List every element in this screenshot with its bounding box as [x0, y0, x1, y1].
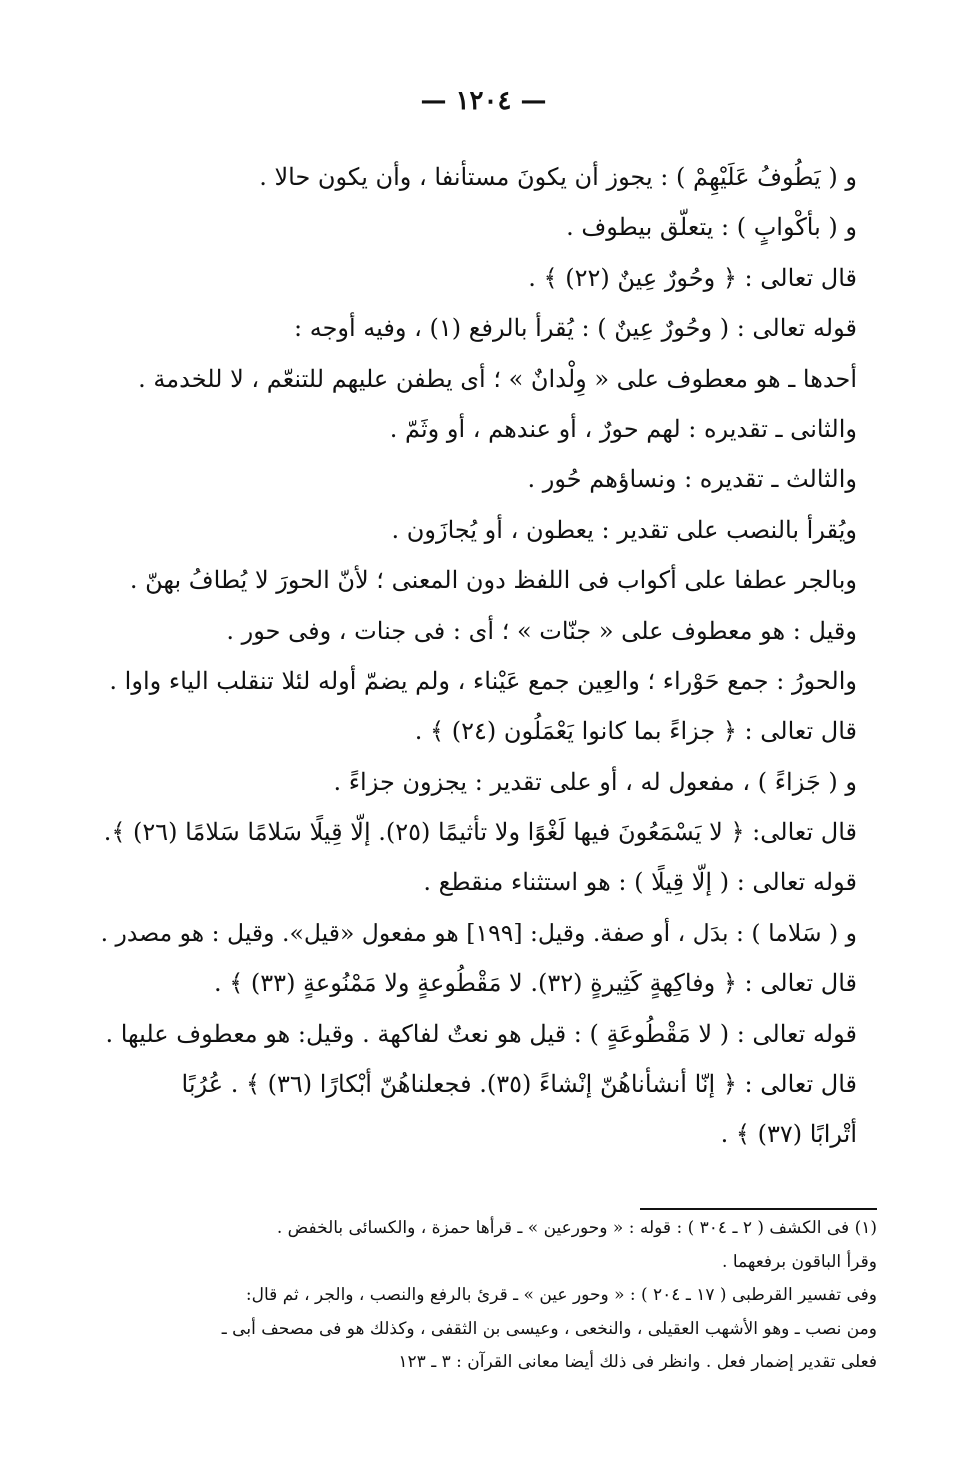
main-text [92, 152, 857, 1160]
text-line: قوله تعالى : ( إلّا قِيلًا ) : هو استثناء منقطع . [423, 868, 857, 897]
text-line: وبالجر عطفا على أكواب فى اللفظ دون المعنى ؛ لأنّ الحورَ لا يُطافُ بهنّ . [129, 566, 857, 595]
page-number: — ١٢٠٤ — [420, 86, 547, 116]
text-line: قال تعالى : ﴿ وحُورٌ عِينٌ (٢٢) ﴾ . [528, 263, 857, 292]
text-line: أتْرابًا (٣٧) ﴾ . [720, 1120, 857, 1149]
text-line: والثالث ـ تقديره : ونساؤهم حُور . [527, 465, 857, 494]
footnote-line: وقرأ الباقون برفعهما . [722, 1251, 877, 1272]
text-line: و ( بأكْوابٍ ) : يتعلّق بيطوف . [566, 213, 857, 242]
text-line: قال تعالى : ﴿ جزاءً بما كانوا يَعْمَلُون (٢٤) ﴾ . [414, 717, 857, 746]
text-line: وقيل : هو معطوف على « جنّات » ؛ أى : فى جنات ، وفى حور . [226, 616, 857, 645]
text-line: ويُقرأ بالنصب على تقدير : يعطون ، أو يُجازَون . [391, 515, 857, 544]
footnote-line: وفى تفسير القرطبى ( ١٧ ـ ٢٠٤ ) : « وحور عين » ـ قرئ بالرفع والنصب ، والجر ، ثم قال: [245, 1285, 877, 1305]
footnote-divider [640, 1208, 877, 1210]
text-line: قال تعالى : ﴿ إنّا أنشأناهُنّ إنْشاءً (٣٥). فجعلناهُنّ أبْكارًا (٣٦) ﴾ . عُرُبًا [181, 1070, 857, 1099]
footnote-line: فعلى تقدير إضمار فعل . وانظر فى ذلك أيضا معانى القرآن : ٣ ـ ١٢٣ [398, 1352, 877, 1372]
text-line: قال تعالى : ﴿ وفاكِهةٍ كَثِيرةٍ (٣٢). لا مَقْطُوعةٍ ولا مَمْنُوعةٍ (٣٣) ﴾ . [213, 969, 857, 998]
text-line: قوله تعالى : ( وحُورٌ عِينٌ ) : يُقرأ بالرفع (١) ، وفيه أوجه : [294, 314, 857, 343]
text-line: و ( سَلاما ) : بدَل ، أو صفة. وقيل: [١٩٩] هو مفعول «قيل». وقيل : هو مصدر . [100, 918, 857, 947]
footnote-line: ومن نصب ـ وهو الأشهب العقيلى ، والنخعى ، وعيسى بن الثقفى ، وكذلك هو فى مصحف أبى ـ [221, 1318, 877, 1339]
footnotes [92, 1212, 877, 1380]
text-line: و ( جَزاءً ) ، مفعول له ، أو على تقدير : يجزون جزاءً . [333, 767, 857, 796]
text-line: والحورُ : جمع حَوْراء ؛ والعِين جمع عَيْناء ، ولم يضمّ أوله لئلا تنقلب الياء واوا . [109, 666, 857, 695]
text-line: و ( يَطُوفُ عَلَيْهِمْ ) : يجوز أن يكونَ مستأنفا ، وأن يكون حالا . [259, 163, 857, 191]
text-line: أحدها ـ هو معطوف على « وِلْدانٌ » ؛ أى يطفن عليهم للتنعّم ، لا للخدمة . [138, 364, 857, 393]
text-line: قال تعالى: ﴿ لا يَسْمَعُونَ فيها لَغْوًا ولا تأثيمًا (٢٥). إلّا قِيلًا سَلامًا سَلامًا (٢٦) ﴾. [103, 818, 857, 847]
footnote-line: (١) فى الكشف ( ٢ ـ ٣٠٤ ) : قوله : « وحورعين » ـ قرأها حمزة ، والكسائى بالخفض . [276, 1218, 877, 1238]
text-line: قوله تعالى : ( لا مَقْطُوعَةٍ ) : قيل هو نعتٌ لفاكهة . وقيل: هو معطوف عليها . [105, 1019, 857, 1048]
text-line: والثانى ـ تقديره : لهم حورٌ ، أو عندهم ، أو وثَمّ . [389, 414, 857, 443]
